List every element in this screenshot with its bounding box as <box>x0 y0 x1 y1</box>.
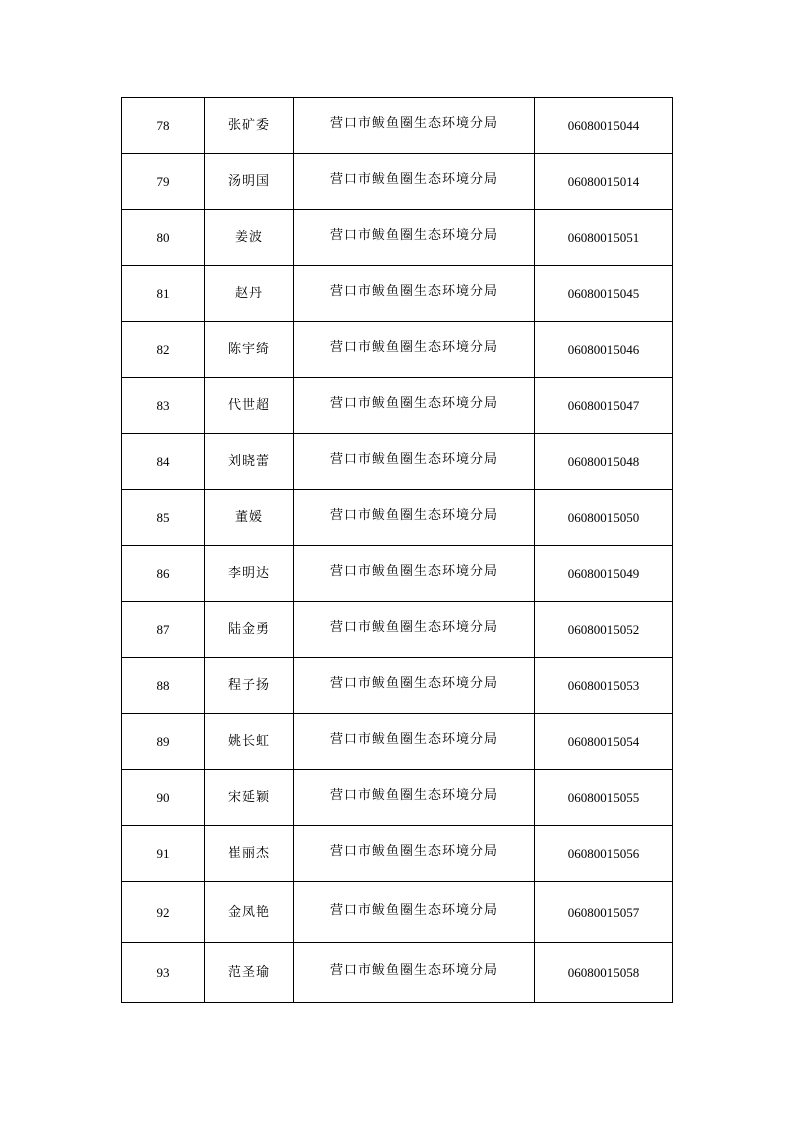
unit-name <box>294 714 535 770</box>
row-number: 87 <box>122 602 205 658</box>
unit-name <box>294 210 535 266</box>
row-number: 84 <box>122 434 205 490</box>
person-name: 金凤艳 <box>205 882 294 943</box>
unit-name <box>294 154 535 210</box>
row-number: 86 <box>122 546 205 602</box>
unit-name <box>294 490 535 546</box>
roster-table <box>121 97 673 1003</box>
unit-name-text: 营口市鲅鱼圈生态环境分局 <box>329 963 498 978</box>
table-row <box>122 546 673 602</box>
row-number: 91 <box>122 826 205 882</box>
certificate-id: 06080015045 <box>535 266 673 322</box>
table-row <box>122 826 673 882</box>
unit-name-text: 营口市鲅鱼圈生态环境分局 <box>329 284 498 299</box>
unit-name <box>294 266 535 322</box>
unit-name-text: 营口市鲅鱼圈生态环境分局 <box>329 228 498 243</box>
person-name: 刘晓蕾 <box>205 434 294 490</box>
person-name: 赵丹 <box>205 266 294 322</box>
row-number: 80 <box>122 210 205 266</box>
person-name: 李明达 <box>205 546 294 602</box>
table-row <box>122 322 673 378</box>
certificate-id: 06080015052 <box>535 602 673 658</box>
table-row <box>122 266 673 322</box>
unit-name-text: 营口市鲅鱼圈生态环境分局 <box>329 788 498 803</box>
table-row <box>122 714 673 770</box>
table-row <box>122 98 673 154</box>
table-row <box>122 658 673 714</box>
certificate-id: 06080015048 <box>535 434 673 490</box>
row-number: 92 <box>122 882 205 943</box>
certificate-id: 06080015049 <box>535 546 673 602</box>
unit-name <box>294 770 535 826</box>
person-name: 崔丽杰 <box>205 826 294 882</box>
person-name: 范圣瑜 <box>205 943 294 1003</box>
row-number: 88 <box>122 658 205 714</box>
person-name: 姜波 <box>205 210 294 266</box>
table-row <box>122 882 673 943</box>
row-number: 89 <box>122 714 205 770</box>
certificate-id: 06080015051 <box>535 210 673 266</box>
table-row <box>122 154 673 210</box>
certificate-id: 06080015046 <box>535 322 673 378</box>
certificate-id: 06080015055 <box>535 770 673 826</box>
person-name: 汤明国 <box>205 154 294 210</box>
unit-name <box>294 546 535 602</box>
unit-name-text: 营口市鲅鱼圈生态环境分局 <box>329 620 498 635</box>
unit-name-text: 营口市鲅鱼圈生态环境分局 <box>329 116 498 131</box>
person-name: 张矿委 <box>205 98 294 154</box>
unit-name-text: 营口市鲅鱼圈生态环境分局 <box>329 844 498 859</box>
table-row <box>122 770 673 826</box>
unit-name <box>294 378 535 434</box>
row-number: 90 <box>122 770 205 826</box>
unit-name-text: 营口市鲅鱼圈生态环境分局 <box>329 564 498 579</box>
row-number: 78 <box>122 98 205 154</box>
person-name: 陈宇绮 <box>205 322 294 378</box>
table-row <box>122 943 673 1003</box>
certificate-id: 06080015047 <box>535 378 673 434</box>
roster-table-body <box>122 98 673 1003</box>
unit-name <box>294 658 535 714</box>
unit-name <box>294 882 535 943</box>
row-number: 93 <box>122 943 205 1003</box>
table-row <box>122 378 673 434</box>
unit-name-text: 营口市鲅鱼圈生态环境分局 <box>329 902 498 918</box>
unit-name-text: 营口市鲅鱼圈生态环境分局 <box>329 452 498 467</box>
certificate-id: 06080015058 <box>535 943 673 1003</box>
row-number: 82 <box>122 322 205 378</box>
certificate-id: 06080015044 <box>535 98 673 154</box>
table-row <box>122 210 673 266</box>
person-name: 宋延颖 <box>205 770 294 826</box>
certificate-id: 06080015050 <box>535 490 673 546</box>
unit-name <box>294 602 535 658</box>
unit-name <box>294 98 535 154</box>
unit-name-text: 营口市鲅鱼圈生态环境分局 <box>329 172 498 187</box>
certificate-id: 06080015053 <box>535 658 673 714</box>
person-name: 姚长虹 <box>205 714 294 770</box>
row-number: 79 <box>122 154 205 210</box>
certificate-id: 06080015054 <box>535 714 673 770</box>
row-number: 85 <box>122 490 205 546</box>
row-number: 81 <box>122 266 205 322</box>
table-row <box>122 602 673 658</box>
table-row <box>122 490 673 546</box>
unit-name-text: 营口市鲅鱼圈生态环境分局 <box>329 396 498 411</box>
unit-name <box>294 826 535 882</box>
person-name: 代世超 <box>205 378 294 434</box>
unit-name-text: 营口市鲅鱼圈生态环境分局 <box>329 676 498 691</box>
unit-name-text: 营口市鲅鱼圈生态环境分局 <box>329 732 498 747</box>
unit-name <box>294 943 535 1003</box>
table-row <box>122 434 673 490</box>
person-name: 程子扬 <box>205 658 294 714</box>
unit-name <box>294 322 535 378</box>
row-number: 83 <box>122 378 205 434</box>
unit-name-text: 营口市鲅鱼圈生态环境分局 <box>329 508 498 523</box>
certificate-id: 06080015057 <box>535 882 673 943</box>
person-name: 陆金勇 <box>205 602 294 658</box>
person-name: 董媛 <box>205 490 294 546</box>
unit-name <box>294 434 535 490</box>
unit-name-text: 营口市鲅鱼圈生态环境分局 <box>329 340 498 355</box>
certificate-id: 06080015056 <box>535 826 673 882</box>
certificate-id: 06080015014 <box>535 154 673 210</box>
